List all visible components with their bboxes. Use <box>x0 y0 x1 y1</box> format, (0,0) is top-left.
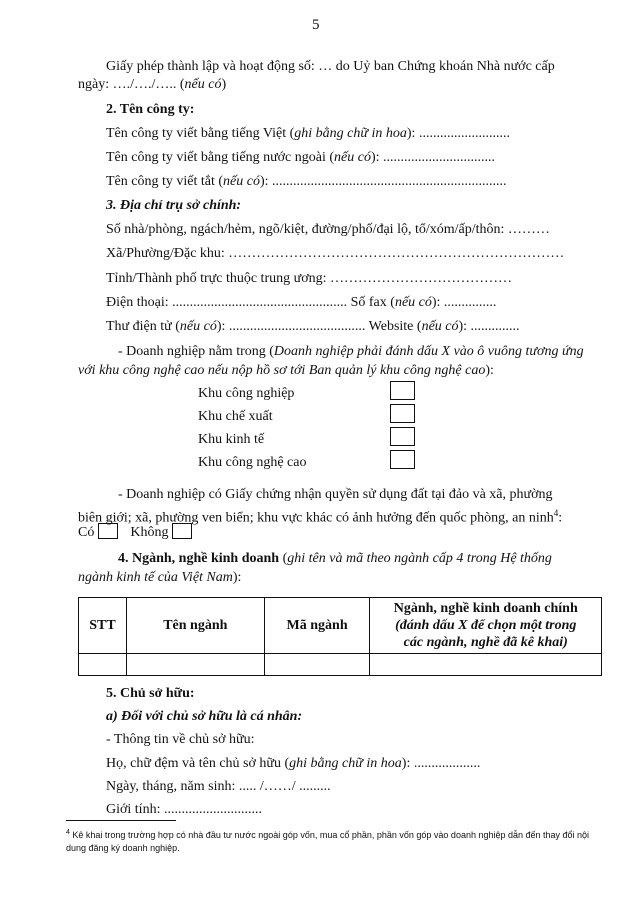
header-name: Tên ngành <box>126 598 264 654</box>
footnote-divider <box>66 820 176 821</box>
owner-fullname-field[interactable]: ): ................... <box>401 756 481 771</box>
license-line: Giấy phép thành lập và hoạt động số: … do Uỷ ban Chứng khoán Nhà nước cấp <box>106 59 555 74</box>
business-lines-table <box>78 597 602 676</box>
footnote-mark: 4 <box>66 829 70 836</box>
fax-field[interactable]: ): ............... <box>431 295 497 310</box>
company-name-vn <box>106 125 510 143</box>
table-row <box>79 654 602 676</box>
section-4-note: ghi tên và mã theo ngành cấp 4 trong Hệ thống <box>287 551 552 566</box>
fax-note: nếu có <box>394 295 432 310</box>
company-name-vn-note: ghi bằng chữ in hoa <box>294 126 407 141</box>
website-note: nếu có <box>421 319 459 334</box>
zone-checkbox-economic[interactable] <box>390 427 415 446</box>
zone-intro-text: - Doanh nghiệp nằm trong ( <box>118 344 274 359</box>
land-choice-line <box>78 523 196 542</box>
company-name-vn-text: Tên công ty viết bằng tiếng Việt ( <box>106 126 295 141</box>
company-name-foreign <box>106 149 495 167</box>
company-name-foreign-text: Tên công ty viết bằng tiếng nước ngoài ( <box>106 150 335 165</box>
section-5a-title: a) Đối với chủ sở hữu là cá nhân: <box>106 709 303 724</box>
section-4-title: 4. Ngành, nghề kinh doanh <box>118 551 280 566</box>
company-name-foreign-field[interactable]: ): ................................ <box>370 150 496 165</box>
email-website-line <box>106 318 520 336</box>
zone-checkbox-industrial[interactable] <box>390 381 415 400</box>
section-3-title: 3. Địa chỉ trụ sở chính: <box>106 198 242 213</box>
address-field[interactable]: Số nhà/phòng, ngách/hẻm, ngõ/kiệt, đường/phố/đại lộ, tổ/xóm/ấp/thôn: ……… <box>106 222 550 237</box>
phone-field[interactable]: .................................................. <box>172 295 348 310</box>
zone-checkbox-hightech[interactable] <box>390 450 415 469</box>
zone-option-industrial: Khu công nghiệp <box>198 386 295 401</box>
zone-option-export: Khu chế xuất <box>198 409 273 424</box>
footnote <box>66 826 596 855</box>
owner-gender-field[interactable]: Giới tính: ............................ <box>106 802 262 817</box>
land-no-label: Không <box>130 525 169 540</box>
company-name-vn-field[interactable]: ): .......................... <box>406 126 510 141</box>
license-date-end: ) <box>221 77 227 92</box>
zone-checkbox-export[interactable] <box>390 404 415 423</box>
zone-intro-line1 <box>118 343 584 361</box>
website-field[interactable]: ): .............. <box>458 319 520 334</box>
land-line2-text: biên giới; xã, phường ven biển; khu vực khác có ảnh hưởng đến quốc phòng, an ninh <box>78 510 554 526</box>
email-note: nếu có <box>179 319 217 334</box>
footnote-ref: 4 <box>553 508 559 518</box>
zone-option-hightech: Khu công nghệ cao <box>198 455 307 470</box>
owner-fullname-line <box>106 755 480 773</box>
footnote-text: Kê khai trong trường hợp có nhà đầu tư nước ngoài góp vốn, mua cổ phần, phần vốn góp vào doanh nghiệp dẫn đến thay đổi nội dung đăng ký doanh nghiệp. <box>66 830 590 853</box>
license-date-optional: nếu có <box>184 77 222 92</box>
header-main-line1: Ngành, nghề kinh doanh chính <box>393 601 578 616</box>
table-header-row <box>79 598 602 654</box>
company-name-short-note: nếu có <box>223 174 260 189</box>
ward-field[interactable]: Xã/Phường/Đặc khu: ……………………………………………………………… <box>106 246 565 261</box>
header-code: Mã ngành <box>264 598 370 654</box>
company-name-foreign-note: nếu có <box>334 150 371 165</box>
phone-fax-line <box>106 294 496 312</box>
section-4-line1: 4. Ngành, nghề kinh doanh (ghi tên và mã theo ngành cấp 4 trong Hệ thống <box>118 551 552 566</box>
header-main <box>370 598 602 654</box>
header-main-line2: (đánh dấu X để chọn một trong <box>395 618 577 633</box>
section-2-title: 2. Tên công ty: <box>106 102 195 117</box>
province-field[interactable]: Tỉnh/Thành phố trực thuộc trung ương: ………………………………… <box>106 271 512 286</box>
owner-dob-field[interactable]: Ngày, tháng, năm sinh: ..... /……/ ......... <box>106 779 331 794</box>
section-5-title: 5. Chủ sở hữu: <box>106 686 195 701</box>
zone-option-economic: Khu kinh tế <box>198 432 265 447</box>
owner-info-label: - Thông tin về chủ sở hữu: <box>106 732 255 747</box>
zone-intro-end: ): <box>485 363 494 378</box>
company-name-short <box>106 173 507 191</box>
land-line2-end: : <box>558 510 563 526</box>
owner-fullname-note: ghi bằng chữ in hoa <box>289 756 402 771</box>
page-number: 5 <box>312 17 320 33</box>
zone-intro-note-1: Doanh nghiệp phải đánh dấu X vào ô vuông tương ứng <box>273 344 584 359</box>
fax-label: Số fax ( <box>350 295 395 310</box>
land-yes-checkbox[interactable] <box>98 523 118 539</box>
email-label: Thư điện tử ( <box>106 319 180 334</box>
zone-intro-note-2: với khu công nghệ cao nếu nộp hồ sơ tới Ban quản lý khu công nghệ cao <box>78 363 486 378</box>
company-name-short-text: Tên công ty viết tắt ( <box>106 174 224 189</box>
license-date-line <box>78 76 226 94</box>
header-stt: STT <box>79 598 127 654</box>
cell-stt[interactable] <box>79 654 127 676</box>
section-4-line2 <box>78 569 241 587</box>
land-line1: - Doanh nghiệp có Giấy chứng nhận quyền sử dụng đất tại đảo và xã, phường <box>118 487 553 502</box>
cell-main[interactable] <box>370 654 602 676</box>
zone-intro-line2 <box>78 362 494 380</box>
phone-label: Điện thoại: <box>106 295 169 310</box>
website-label: Website ( <box>368 319 422 334</box>
email-field[interactable]: ): ....................................... <box>216 319 366 334</box>
header-main-line3: các ngành, nghề đã kê khai) <box>403 635 568 650</box>
license-date-text: ngày: …./…./….. ( <box>78 77 185 92</box>
land-no-checkbox[interactable] <box>172 523 192 539</box>
section-4-note-2: ngành kinh tế của Việt Nam <box>78 570 233 585</box>
section-4-end: ): <box>232 570 242 585</box>
cell-code[interactable] <box>264 654 370 676</box>
cell-name[interactable] <box>126 654 264 676</box>
company-name-short-field[interactable]: ): ................................................................... <box>259 174 507 189</box>
land-yes-label: Có <box>78 525 95 540</box>
owner-fullname-text: Họ, chữ đệm và tên chủ sở hữu ( <box>106 756 290 771</box>
